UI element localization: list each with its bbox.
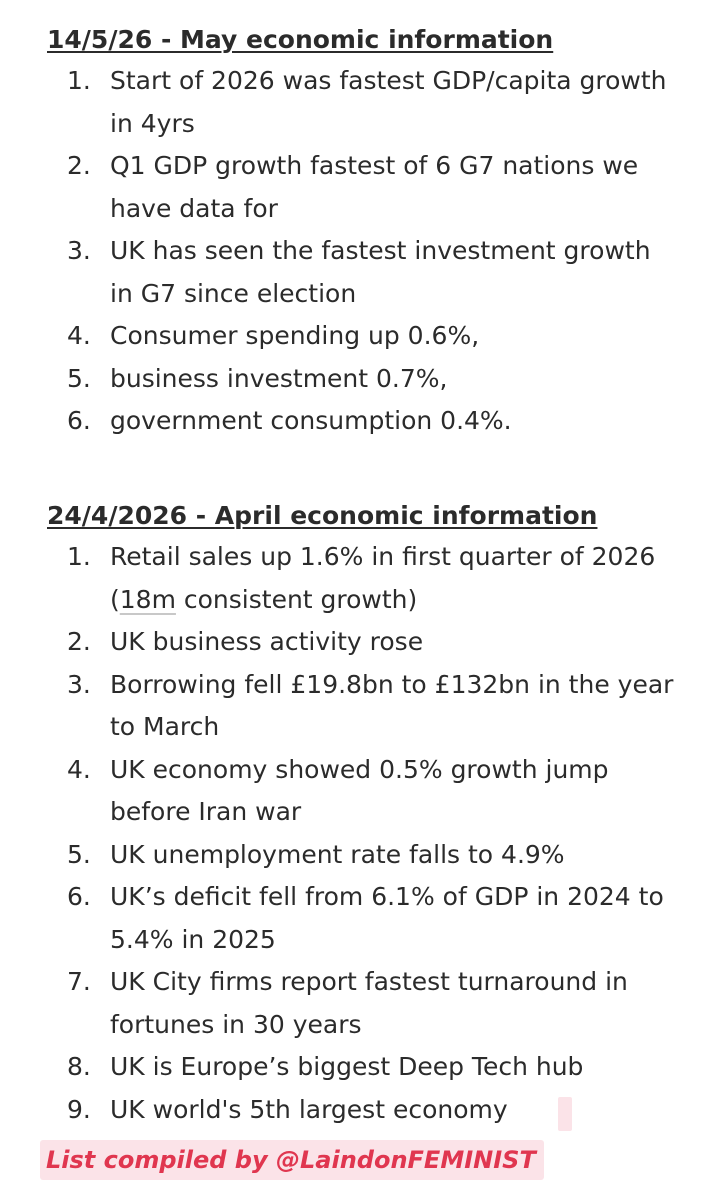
highlighted-text: 18m xyxy=(119,584,176,614)
list-item xyxy=(0,536,715,621)
list-item-text-end: consistent growth) xyxy=(175,584,418,614)
credit-label: List compiled by @LaindonFEMINIST xyxy=(40,1140,544,1180)
list-item xyxy=(0,145,715,230)
section-heading: 24/4/2026 - April economic information xyxy=(47,501,598,530)
list-number: 1. xyxy=(67,542,91,571)
list-number: 5. xyxy=(67,839,91,869)
list-item-text: UK business activity rose xyxy=(110,627,424,656)
list-item-text xyxy=(110,536,675,621)
list-item-text: UK economy showed 0.5% growth jump before Iran war xyxy=(110,754,609,826)
list-item xyxy=(0,1089,715,1132)
list-item-text: Consumer spending up 0.6%, xyxy=(110,321,480,350)
list-item xyxy=(0,315,715,358)
april-economic-section xyxy=(0,496,715,1131)
list-number: 3. xyxy=(67,669,91,699)
list-number: 4. xyxy=(67,321,91,350)
list-item xyxy=(0,749,715,834)
list-item xyxy=(0,876,715,961)
list-item-text: UK has seen the fastest investment growth in G7 since election xyxy=(110,236,651,308)
list-item-text: Q1 GDP growth fastest of 6 G7 nations we have data for xyxy=(110,151,639,223)
list-number: 5. xyxy=(67,363,91,393)
list-item-text: UK is Europe’s biggest Deep Tech hub xyxy=(110,1052,584,1081)
may-economic-section xyxy=(0,20,715,443)
list-number: 2. xyxy=(67,151,91,180)
list-item xyxy=(0,834,715,877)
list-item-text: Borrowing fell £19.8bn to £132bn in the year to March xyxy=(110,669,674,741)
section-heading: 14/5/26 - May economic information xyxy=(47,25,554,54)
list-number: 9. xyxy=(67,1094,91,1124)
may-list xyxy=(0,60,715,443)
list-item xyxy=(0,358,715,401)
list-item-text: government consumption 0.4%. xyxy=(110,406,512,435)
list-number: 6. xyxy=(67,882,91,911)
list-number: 7. xyxy=(67,967,91,996)
list-item-text: business investment 0.7%, xyxy=(110,363,448,393)
list-item xyxy=(0,621,715,664)
list-item-text-start: Retail sales up 1.6% in first quarter of 2026 ( xyxy=(110,542,656,614)
list-number: 4. xyxy=(67,754,91,784)
list-number: 3. xyxy=(67,236,91,265)
list-number: 1. xyxy=(67,66,91,95)
list-number: 8. xyxy=(67,1052,91,1081)
list-number: 2. xyxy=(67,627,91,656)
list-item-text: Start of 2026 was fastest GDP/capita growth in 4yrs xyxy=(110,66,667,138)
list-item xyxy=(0,60,715,145)
list-item-text: UK unemployment rate falls to 4.9% xyxy=(110,839,565,869)
list-number: 6. xyxy=(67,406,91,435)
list-item xyxy=(0,400,715,443)
list-item-text: UK world's 5th largest economy xyxy=(110,1094,508,1124)
list-item-text: UK City firms report fastest turnaround in fortunes in 30 years xyxy=(110,967,628,1039)
list-item xyxy=(0,230,715,315)
list-item xyxy=(0,1046,715,1089)
list-item xyxy=(0,961,715,1046)
text-highlight-mark xyxy=(558,1097,572,1131)
list-item-text: UK’s deficit fell from 6.1% of GDP in 2024 to 5.4% in 2025 xyxy=(110,882,664,954)
list-item xyxy=(0,664,715,749)
april-list xyxy=(0,536,715,1131)
